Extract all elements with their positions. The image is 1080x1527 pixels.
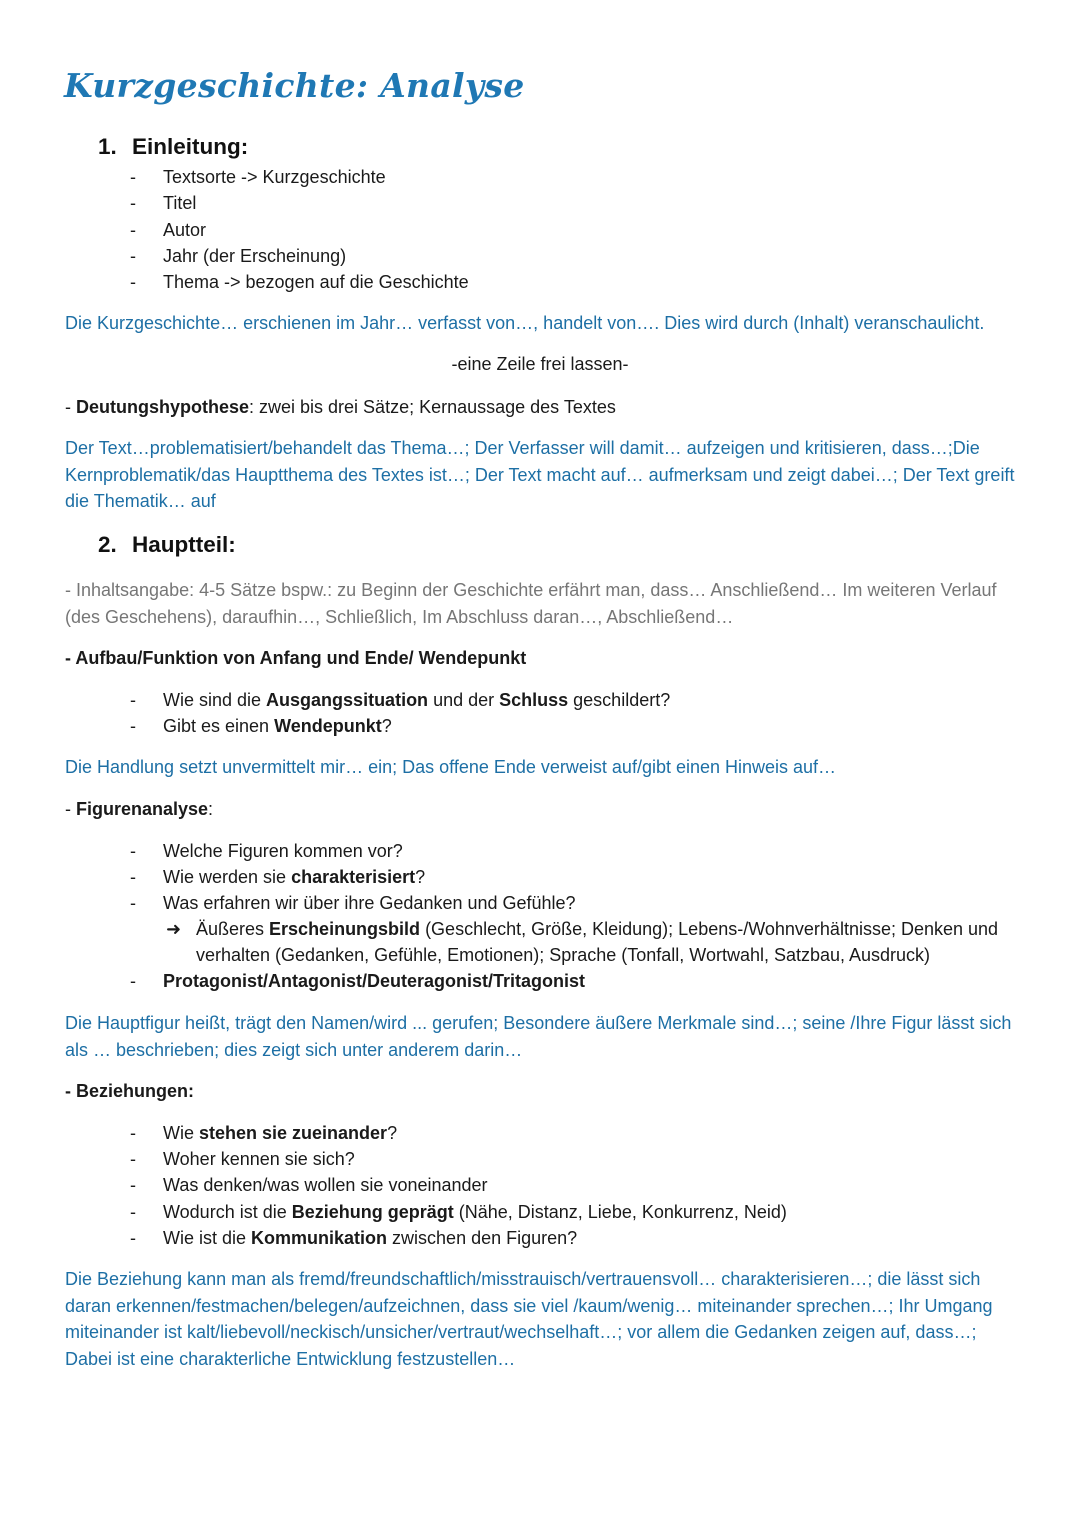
aufbau-example: Die Handlung setzt unvermittelt mir… ein; Das offene Ende verweist auf/gibt einen Hinweis auf…: [65, 757, 837, 777]
section-number: 1.: [98, 134, 117, 159]
bullet-dash: -: [130, 1202, 136, 1222]
bullet-dash: -: [130, 893, 136, 913]
list-item: Jahr (der Erscheinung): [163, 246, 347, 266]
section-title: Einleitung:: [132, 134, 249, 159]
bullet-dash: -: [130, 220, 136, 240]
line-prefix: -: [65, 397, 76, 417]
bullet-dash: -: [130, 167, 136, 187]
bullet-dash: -: [130, 1228, 136, 1248]
list-item: Autor: [163, 220, 207, 240]
bullet-dash: -: [130, 1123, 136, 1143]
bullet-dash: -: [130, 246, 136, 266]
example-sentence: Die Kurzgeschichte… erschienen im Jahr… verfasst von…, handelt von…. Dies wird durch (Inhalt) veranschaulicht.: [65, 313, 985, 333]
section-heading-einleitung: [98, 134, 248, 160]
section-number: 2.: [98, 532, 117, 557]
list-item: Protagonist/Antagonist/Deuteragonist/Tritagonist: [163, 971, 586, 991]
list-item: Textsorte -> Kurzgeschichte: [163, 167, 386, 187]
deutungshypothese-line: [65, 394, 616, 420]
inhaltsangabe-text: - Inhaltsangabe: 4-5 Sätze bspw.: zu Beginn der Geschichte erfährt man, dass… Anschließend… Im weiteren Verlauf (des Geschehens), daraufhin…, Schließlich, Im Abschluss daran…, Abschließend…: [65, 580, 997, 627]
bullet-dash: -: [130, 716, 136, 736]
arrow-item-line2: verhalten (Gedanken, Gefühle, Emotionen); Sprache (Tonfall, Wortwahl, Satzbau, Ausdruck): [196, 945, 931, 965]
list-item: Wie sind die Ausgangssituation und der Schluss geschildert?: [163, 690, 671, 710]
list-item: Thema -> bezogen auf die Geschichte: [163, 272, 469, 292]
bullet-dash: -: [130, 841, 136, 861]
figuren-example: Die Hauptfigur heißt, trägt den Namen/wird ... gerufen; Besondere äußere Merkmale sind…; seine /Ihre Figur lässt sich als … beschrieben; dies zeigt sich unter anderem darin…: [65, 1013, 1012, 1060]
bullet-dash: -: [130, 867, 136, 887]
section-heading-hauptteil: [98, 532, 236, 558]
list-item: Wie ist die Kommunikation zwischen den Figuren?: [163, 1228, 578, 1248]
deutung-example: Der Text…problematisiert/behandelt das Thema…; Der Verfasser will damit… aufzeigen und kritisieren, dass…;Die Kernproblematik/das Hauptthema des Textes ist…; Der Text macht auf… aufmerksam und zeigt dabei…; Der Text greift die Thematik… auf: [65, 438, 1015, 511]
arrow-right-icon: ➜: [166, 919, 182, 939]
beziehungen-example: Die Beziehung kann man als fremd/freundschaftlich/misstrauisch/vertrauensvoll… charakterisieren…; die lässt sich daran erkennen/festmachen/belegen/aufzeichnen, dass sie viel /kaum/wenig… miteinander sprechen…; Ihr Umgang miteinander ist kalt/liebevoll/neckisch/unsicher/vertraut/wechselhaft…; vor allem die Gedanken zeigen auf, dass…; Dabei ist eine charakterliche Entwicklung festzustellen…: [65, 1269, 993, 1369]
list-item: Woher kennen sie sich?: [163, 1149, 355, 1169]
list-item: Titel: [163, 193, 197, 213]
arrow-item-line1: Äußeres Erscheinungsbild (Geschlecht, Größe, Kleidung); Lebens-/Wohnverhältnisse; Denken und: [196, 919, 999, 939]
beziehungen-heading: - Beziehungen:: [65, 1081, 194, 1101]
bullet-dash: -: [130, 193, 136, 213]
aufbau-heading: - Aufbau/Funktion von Anfang und Ende/ Wendepunkt: [65, 648, 527, 668]
figurenanalyse-heading: - Figurenanalyse:: [65, 799, 214, 819]
list-item: Gibt es einen Wendepunkt?: [163, 716, 392, 736]
note-leave-line: -eine Zeile frei lassen-: [451, 354, 629, 374]
list-item: Wodurch ist die Beziehung geprägt (Nähe, Distanz, Liebe, Konkurrenz, Neid): [163, 1202, 787, 1222]
list-item: Welche Figuren kommen vor?: [163, 841, 403, 861]
deutungshypothese-label: Deutungshypothese: [76, 397, 250, 417]
bullet-dash: -: [130, 1149, 136, 1169]
list-item: Wie stehen sie zueinander?: [163, 1123, 398, 1143]
bullet-dash: -: [130, 690, 136, 710]
deutungshypothese-desc: : zwei bis drei Sätze; Kernaussage des Textes: [249, 397, 616, 417]
section-title: Hauptteil:: [132, 532, 236, 557]
bullet-dash: -: [130, 1175, 136, 1195]
bullet-dash: -: [130, 272, 136, 292]
list-item: Wie werden sie charakterisiert?: [163, 867, 426, 887]
bullet-dash: -: [130, 971, 136, 991]
list-item: Was denken/was wollen sie voneinander: [163, 1175, 488, 1195]
page-title: Kurzgeschichte: Analyse: [64, 66, 525, 105]
list-item: Was erfahren wir über ihre Gedanken und Gefühle?: [163, 893, 576, 913]
